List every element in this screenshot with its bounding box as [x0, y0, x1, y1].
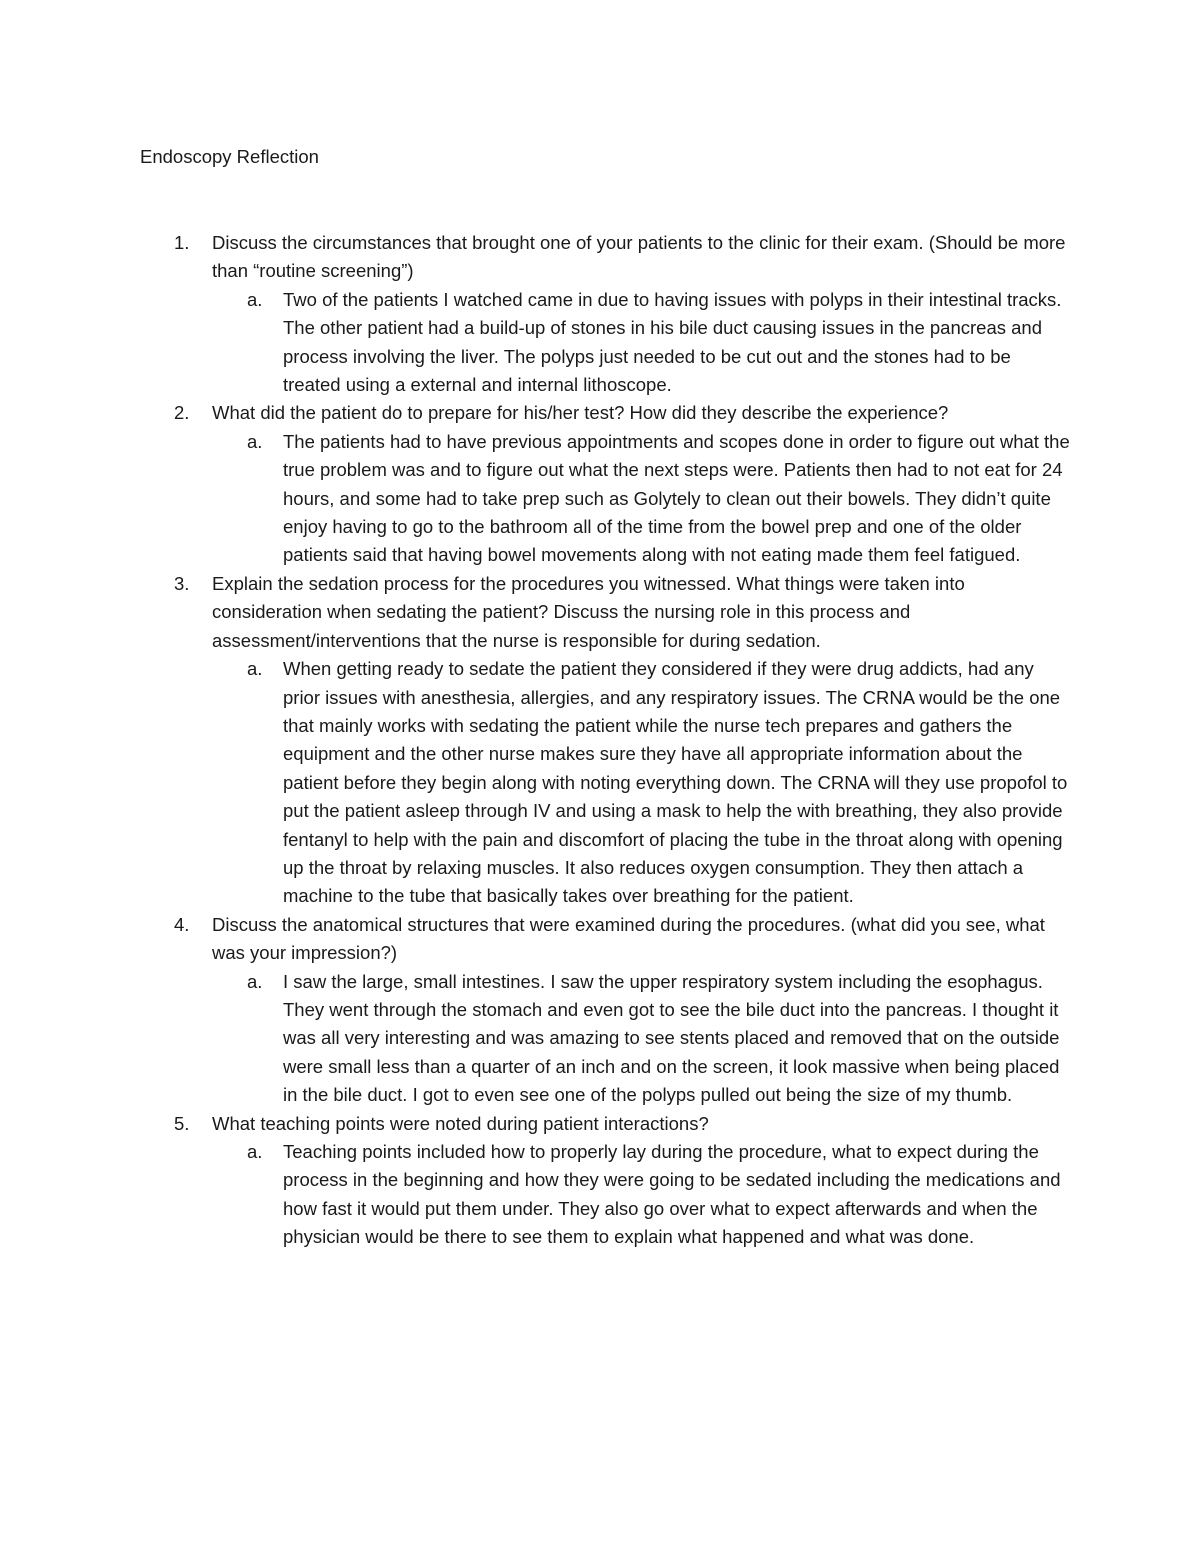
question-number: 2.	[174, 402, 190, 424]
answer-letter: a.	[247, 658, 263, 680]
question-item	[0, 911, 1200, 1110]
question-list	[0, 229, 1200, 1252]
answer-item	[0, 428, 1200, 570]
question-item	[0, 399, 1200, 569]
question-number: 4.	[174, 913, 190, 935]
answer-item	[0, 655, 1200, 911]
question-text: What did the patient do to prepare for his/her test? How did they describe the experience?	[212, 402, 949, 424]
question-text: Explain the sedation process for the procedures you witnessed. What things were taken into consideration when sedating the patient? Discuss the nursing role in this process and assessment/interventions that the nurse is responsible for during sedation.	[212, 572, 965, 651]
question-item	[0, 229, 1200, 399]
question-number: 3.	[174, 572, 190, 594]
question-item	[0, 1110, 1200, 1252]
question-text: What teaching points were noted during patient interactions?	[212, 1112, 709, 1134]
answer-text: The patients had to have previous appointments and scopes done in order to figure out what the true problem was and to figure out what the next steps were. Patients then had to not eat for 24 hours, and some had to take prep such as Golytely to clean out their bowels. They didn’t quite enjoy having to go to the bathroom all of the time from the bowel prep and one of the older patients said that having bowel movements along with not eating made them feel fatigued.	[283, 430, 1070, 566]
answer-item	[0, 1138, 1200, 1252]
answer-text: Teaching points included how to properly lay during the procedure, what to expect during the process in the beginning and how they were going to be sedated including the medications and how fast it would put them under. They also go over what to expect afterwards and when the physician would be there to see them to explain what happened and what was done.	[283, 1141, 1061, 1248]
question-number: 1.	[174, 232, 190, 253]
answer-list	[0, 1138, 1200, 1252]
answer-list	[0, 286, 1200, 400]
answer-list	[0, 428, 1200, 570]
document-title: Endoscopy Reflection	[140, 146, 319, 167]
question-text: Discuss the circumstances that brought one of your patients to the clinic for their exam. (Should be more than “routine screening”)	[212, 232, 1066, 282]
question-number: 5.	[174, 1112, 190, 1134]
answer-letter: a.	[247, 970, 263, 992]
answer-letter: a.	[247, 430, 263, 452]
answer-list	[0, 655, 1200, 911]
question-text: Discuss the anatomical structures that were examined during the procedures. (what did you see, what was your impression?)	[212, 913, 1045, 964]
answer-text: I saw the large, small intestines. I saw the upper respiratory system including the esophagus. They went through the stomach and even got to see the bile duct into the pancreas. I thought it was all very interesting and was amazing to see stents placed and removed that on the outside were small less than a quarter of an inch and on the screen, it look massive when being placed in the bile duct. I got to even see one of the polyps pulled out being the size of my thumb.	[283, 970, 1060, 1106]
answer-item	[0, 968, 1200, 1110]
answer-letter: a.	[247, 1141, 263, 1162]
answer-item	[0, 286, 1200, 400]
answer-text: When getting ready to sedate the patient they considered if they were drug addicts, had any prior issues with anesthesia, allergies, and any respiratory issues. The CRNA would be the one that mainly works with sedating the patient while the nurse tech prepares and gathers the equipment and the other nurse makes sure they have all appropriate information about the patient before they begin along with noting everything down. The CRNA will they use propofol to put the patient asleep through IV and using a mask to help the with breathing, they also provide fentanyl to help with the pain and discomfort of placing the tube in the throat along with opening up the throat by relaxing muscles. It also reduces oxygen consumption. They then attach a machine to the tube that basically takes over breathing for the patient.	[283, 658, 1068, 907]
answer-list	[0, 968, 1200, 1110]
answer-letter: a.	[247, 288, 263, 310]
question-item	[0, 570, 1200, 911]
answer-text: Two of the patients I watched came in due to having issues with polyps in their intestinal tracks. The other patient had a build-up of stones in his bile duct causing issues in the pancreas and process involving the liver. The polyps just needed to be cut out and the stones had to be treated using a external and internal lithoscope.	[283, 288, 1062, 396]
